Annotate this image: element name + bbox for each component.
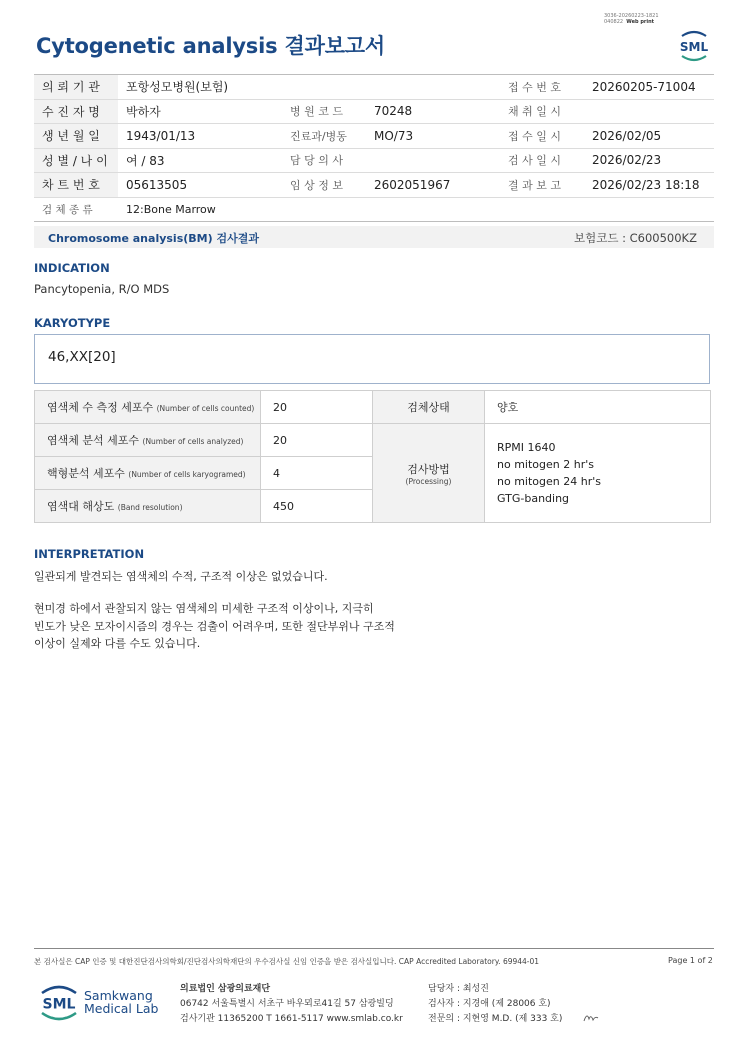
metric-value: 20 [261,424,373,457]
info-value: 05613505 [118,173,282,198]
metrics-row [35,391,711,424]
info-row [34,148,714,173]
karyotype-box [34,334,710,384]
organization-info: 의료법인 삼광의료재단 06742 서울특별시 서초구 바우뫼로41길 57 삼광빌딩 검사기관 11365200 T 1661-5117 www.smlab.co.kr [180,984,403,1024]
patient-info-table [34,74,714,222]
brand-name: Samkwang Medical Lab [84,988,159,1016]
metric-label: 염색체 분석 세포수 (Number of cells analyzed) [35,424,261,457]
interpretation-summary: 일관되게 발견되는 염색체의 수적, 구조적 이상은 없었습니다. [34,570,328,583]
info-label [282,75,366,100]
metric-value: 450 [261,490,373,523]
metric-value: 20 [261,391,373,424]
specimen-value: 12:Bone Marrow [118,197,714,222]
karyotype-heading: KARYOTYPE [34,316,111,330]
svg-text:SML: SML [42,996,76,1013]
info-label: 담 당 의 사 [282,148,366,173]
metric-label: 핵형분석 세포수 (Number of cells karyogramed) [35,457,261,490]
indication-heading: INDICATION [34,261,110,275]
info-label: 성 별 / 나 이 [34,148,118,173]
document-id: 3036-20260223-1821 040822 Web print [604,13,659,25]
info-value: 70248 [366,99,500,124]
info-label: 의 뢰 기 관 [34,75,118,100]
insurance-code: 보험코드 : C600500KZ [574,231,697,245]
info-label: 생 년 월 일 [34,124,118,149]
analysis-metrics-table [34,390,711,523]
info-row [34,75,714,100]
info-value: MO/73 [366,124,500,149]
interpretation-disclaimer: 현미경 하에서 관찰되지 않는 염색체의 미세한 구조적 이상이나, 지극히 빈도가 낮은 모자이시즘의 경우는 검출이 어려우며, 또한 절단부위나 구조적 이상이 실제와 다를 수도 있습니다. [34,602,395,650]
info-value: 2026/02/05 [584,124,714,149]
accreditation-note: 본 검사실은 CAP 인증 및 대한진단검사의학회/진단검사의학재단의 우수검사실 신임 인증을 받은 검사실입니다. CAP Accredited Laboratory. 69944-01 [34,957,540,966]
signature-icon [582,1010,600,1024]
info-value [366,75,500,100]
info-value: 포항성모병원(보험) [118,75,282,100]
info-value: 2602051967 [366,173,500,198]
info-value: 1943/01/13 [118,124,282,149]
info-label: 수 진 자 명 [34,99,118,124]
info-label: 진료과/병동 [282,124,366,149]
metric-value: 4 [261,457,373,490]
info-label: 차 트 번 호 [34,173,118,198]
info-label: 병 원 코 드 [282,99,366,124]
info-value: 2026/02/23 [584,148,714,173]
info-row [34,99,714,124]
info-value: 2026/02/23 18:18 [584,173,714,198]
info-row [34,124,714,149]
karyotype-value: 46,XX[20] [48,349,116,365]
interpretation-heading: INTERPRETATION [34,547,145,561]
info-row [34,173,714,198]
page-number: Page 1 of 2 [668,956,713,965]
sml-logo-icon [674,26,714,66]
specimen-label: 검 체 종 류 [34,197,118,222]
section-title: Chromosome analysis(BM) 검사결과 [48,232,259,245]
metric-label: 검사방법 (Processing) [373,424,485,523]
info-label: 채 취 일 시 [500,99,584,124]
metric-label: 염색체 수 측정 세포수 (Number of cells counted) [35,391,261,424]
indication-text: Pancytopenia, R/O MDS [34,282,170,296]
info-value: 20260205-71004 [584,75,714,100]
metric-label: 염색대 해상도 (Band resolution) [35,490,261,523]
samkwang-logo-icon [36,980,82,1026]
svg-text:SML: SML [679,40,709,54]
metric-label: 검체상태 [373,391,485,424]
info-value: 여 / 83 [118,148,282,173]
report-title: Cytogenetic analysis 결과보고서 [36,34,385,58]
info-label: 접 수 일 시 [500,124,584,149]
processing-methods: RPMI 1640 no mitogen 2 hr's no mitogen 24 hr's GTG-banding [485,424,711,523]
metric-value: 양호 [485,391,711,424]
specimen-row [34,197,714,222]
footer-divider [34,948,714,949]
info-label: 임 상 정 보 [282,173,366,198]
info-label: 접 수 번 호 [500,75,584,100]
metrics-row [35,424,711,457]
info-label: 결 과 보 고 [500,173,584,198]
staff-info: 담당자 : 최성진 검사자 : 지경애 (제 28006 호) 전문의 : 지현영 M.D. (제 333 호) [428,984,563,1024]
info-value: 박하자 [118,99,282,124]
info-value [366,148,500,173]
info-label: 검 사 일 시 [500,148,584,173]
info-value [584,99,714,124]
